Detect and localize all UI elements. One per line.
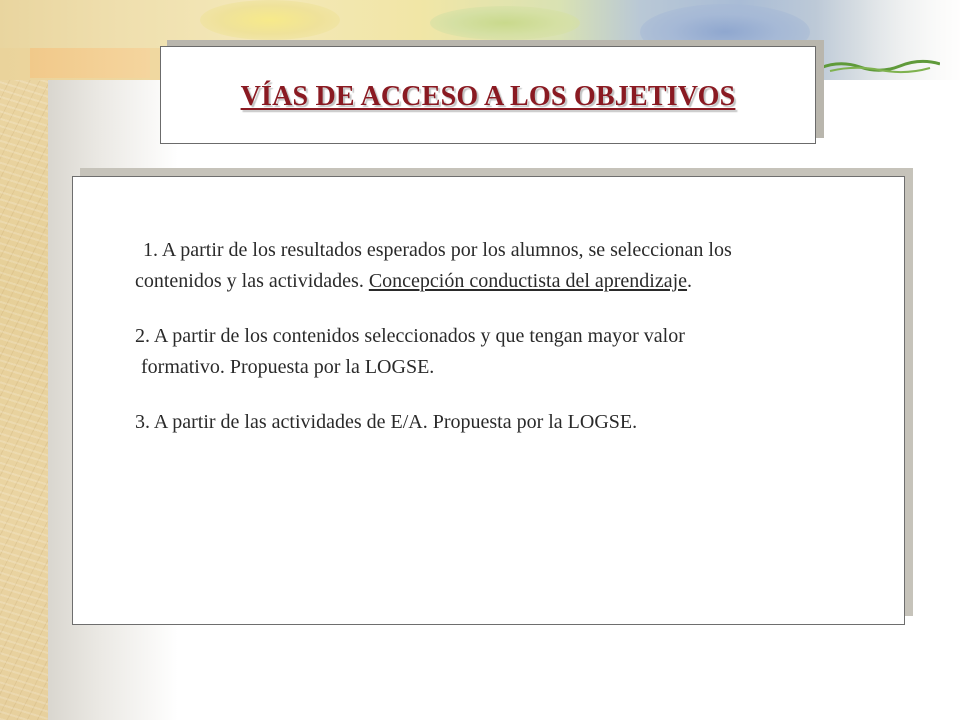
item-1-line-1: 1. A partir de los resultados esperados por los alumnos, se seleccionan los — [143, 239, 732, 261]
banner-green-brushstroke — [820, 58, 940, 74]
list-item — [135, 235, 875, 297]
list-item — [135, 321, 875, 383]
banner-yellow-flower — [200, 0, 340, 40]
page-title: VÍAS DE ACCESO A LOS OBJETIVOS — [240, 81, 736, 112]
banner-orange-band — [30, 48, 150, 78]
item-1-underlined-phrase: Concepción conductista del aprendizaje — [368, 270, 688, 292]
content-box — [72, 176, 905, 625]
banner-green-leaf — [430, 6, 580, 40]
content-text — [135, 235, 875, 462]
item-2-line-1: 2. A partir de los contenidos seleccionados y que tengan mayor valor — [135, 325, 685, 347]
item-2-line-2: formativo. Propuesta por la LOGSE. — [141, 356, 435, 378]
item-3-line-1: 3. A partir de las actividades de E/A. Propuesta por la LOGSE. — [135, 411, 638, 433]
item-1-line-2-suffix: . — [687, 270, 693, 292]
left-decorative-strip — [0, 0, 48, 720]
title-box — [160, 46, 816, 144]
list-item — [135, 407, 875, 438]
item-1-line-2-prefix: contenidos y las actividades. — [135, 270, 369, 292]
